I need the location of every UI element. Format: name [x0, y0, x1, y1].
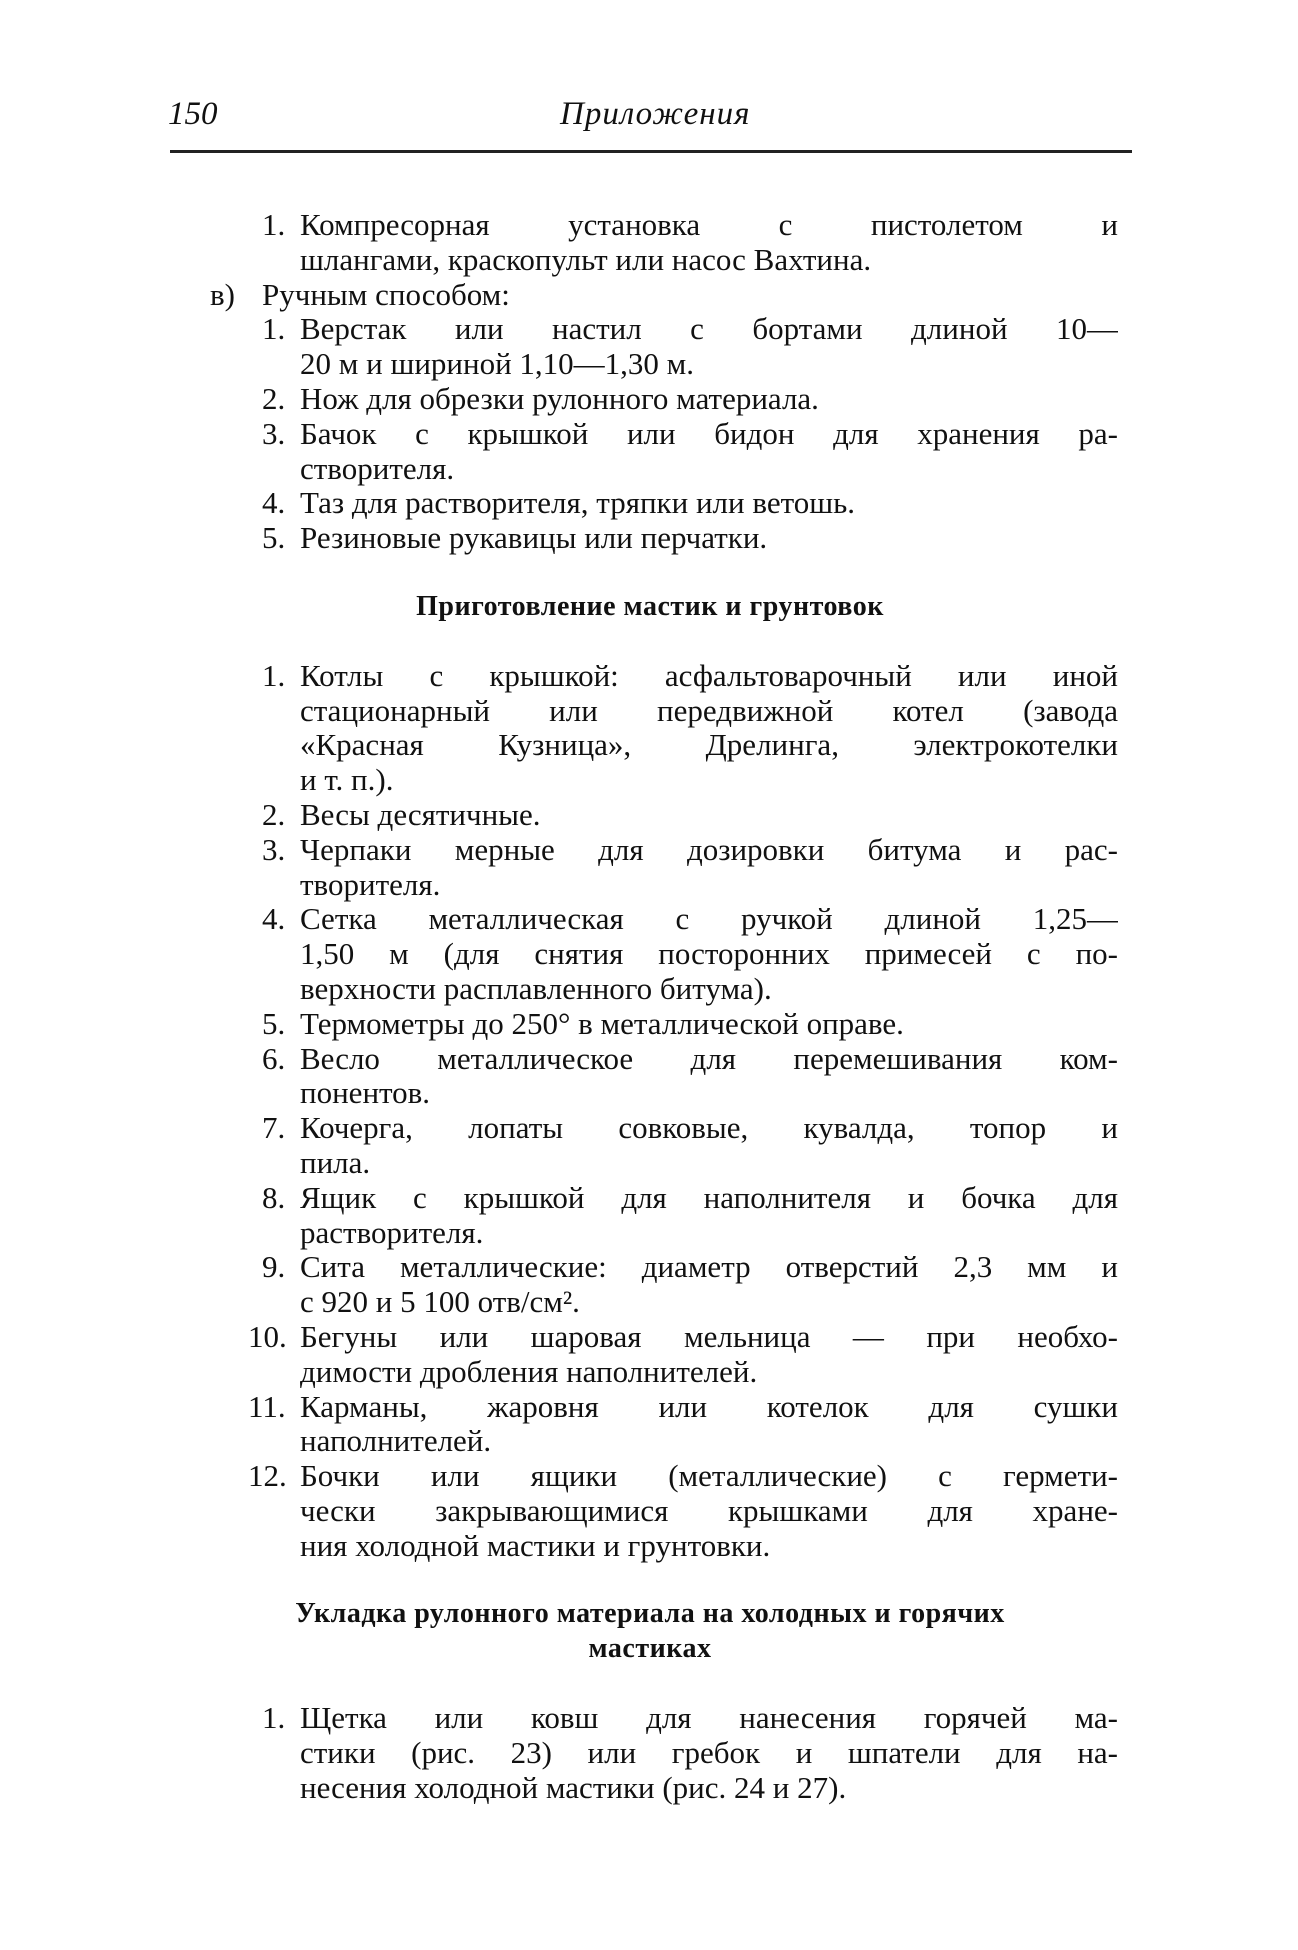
- running-title: Приложения: [560, 96, 751, 132]
- text-line: [0, 972, 1298, 1007]
- text-line: [0, 659, 1298, 694]
- text-line: [0, 452, 1298, 487]
- item-text: Щетка или ковш для нанесения горячей ма-: [300, 1701, 1118, 1736]
- text-line: [0, 1771, 1298, 1806]
- list-item: [0, 798, 1298, 833]
- item-text: несения холодной мастики (рис. 24 и 27).: [300, 1769, 847, 1805]
- item-text: с 920 и 5 100 отв/см².: [300, 1284, 580, 1320]
- section-heading: [0, 1632, 1298, 1667]
- item-number: 2.: [262, 380, 286, 416]
- list-item: [0, 1320, 1298, 1390]
- section-heading: [0, 590, 1298, 625]
- item-number: 10.: [248, 1318, 287, 1354]
- item-number: 3.: [262, 415, 286, 451]
- text-line: [0, 312, 1298, 347]
- item-text: творителя.: [300, 866, 441, 902]
- text-line: [0, 1320, 1298, 1355]
- item-text: шлангами, краскопульт или насос Вахтина.: [300, 241, 872, 277]
- list-item: [0, 208, 1298, 278]
- item-text: стационарный или передвижной котел (завода: [300, 693, 1118, 728]
- list-item: [0, 521, 1298, 556]
- text-line: [0, 1355, 1298, 1390]
- item-text: створителя.: [300, 450, 455, 486]
- item-text: Ручным способом:: [262, 276, 510, 312]
- spacer: [0, 556, 1298, 590]
- section-heading: [0, 1597, 1298, 1632]
- spacer: [0, 1563, 1298, 1597]
- item-text: Весло металлическое для перемешивания ком-: [300, 1041, 1118, 1076]
- text-line: [0, 1529, 1298, 1564]
- text-line: [0, 1042, 1298, 1077]
- text-line: [0, 1701, 1298, 1736]
- item-number: 4.: [262, 485, 286, 521]
- list-item: [0, 1390, 1298, 1460]
- text-line: [0, 937, 1298, 972]
- item-text: и т. п.).: [300, 762, 394, 798]
- list-item: [0, 1701, 1298, 1805]
- item-text: Карманы, жаровня или котелок для сушки: [300, 1389, 1118, 1424]
- text-line: [0, 833, 1298, 868]
- section-heading-text: Укладка рулонного материала на холодных и горячих: [295, 1598, 1005, 1630]
- text-line: [0, 1216, 1298, 1251]
- text-line: [0, 417, 1298, 452]
- text-line: [0, 1250, 1298, 1285]
- section-heading-text: мастиках: [588, 1633, 712, 1665]
- item-text: Котлы с крышкой: асфальтоварочный или иной: [300, 658, 1118, 693]
- item-number: 1.: [262, 657, 286, 693]
- item-text: димости дробления наполнителей.: [300, 1353, 758, 1389]
- text-line: [0, 521, 1298, 556]
- list-item: [0, 659, 1298, 798]
- text-line: [0, 1076, 1298, 1111]
- item-text: Кочерга, лопаты совковые, кувалда, топор и: [300, 1111, 1118, 1146]
- item-text: Бегуны или шаровая мельница — при необхо-: [300, 1319, 1118, 1354]
- item-text: Верстак или настил с бортами длиной 10—: [300, 312, 1118, 347]
- item-text: ния холодной мастики и грунтовки.: [300, 1527, 771, 1563]
- spacer: [0, 625, 1298, 659]
- item-number: 5.: [262, 1005, 286, 1041]
- text-line: [0, 1111, 1298, 1146]
- item-text: Сита металлические: диаметр отверстий 2,3 мм и: [300, 1250, 1118, 1285]
- item-text: Бочки или ящики (металлические) с гермети-: [300, 1459, 1118, 1494]
- item-text: понентов.: [300, 1075, 431, 1111]
- item-number: 6.: [262, 1040, 286, 1076]
- page-number: 150: [168, 96, 218, 132]
- item-text: Ящик с крышкой для наполнителя и бочка для: [300, 1180, 1118, 1215]
- text-line: [0, 798, 1298, 833]
- text-line: [0, 1736, 1298, 1771]
- text-line: [0, 1494, 1298, 1529]
- list-item: [0, 1459, 1298, 1563]
- text-line: [0, 1181, 1298, 1216]
- text-line: [0, 243, 1298, 278]
- list-item: [0, 417, 1298, 487]
- list-item: [0, 486, 1298, 521]
- list-item: [0, 312, 1298, 382]
- text-line: [0, 728, 1298, 763]
- text-line: [0, 1007, 1298, 1042]
- list-item: [0, 1250, 1298, 1320]
- text-line: [0, 694, 1298, 729]
- item-number: 2.: [262, 796, 286, 832]
- item-number: 5.: [262, 520, 286, 556]
- item-number: 7.: [262, 1110, 286, 1146]
- item-text: 20 м и шириной 1,10—1,30 м.: [300, 346, 695, 382]
- item-text: стики (рис. 23) или гребок и шпатели для на-: [300, 1735, 1118, 1770]
- item-number: 3.: [262, 831, 286, 867]
- list-item: [0, 902, 1298, 1006]
- text-line: [0, 1390, 1298, 1425]
- item-text: «Красная Кузница», Дрелинга, электрокотелки: [300, 728, 1118, 763]
- list-item: [0, 1007, 1298, 1042]
- sublist-label: [0, 278, 1298, 313]
- item-number: 1.: [262, 207, 286, 242]
- item-text: Бачок с крышкой или бидон для хранения ра-: [300, 416, 1118, 451]
- list-item: [0, 1111, 1298, 1181]
- text-line: [0, 902, 1298, 937]
- list-item: [0, 382, 1298, 417]
- item-number: 1.: [262, 311, 286, 347]
- text-line: [0, 208, 1298, 243]
- text-line: [0, 347, 1298, 382]
- header-rule: [170, 150, 1132, 153]
- text-line: [0, 868, 1298, 903]
- item-number: в): [210, 276, 235, 312]
- item-text: верхности расплавленного битума).: [300, 970, 772, 1006]
- text-line: [0, 1459, 1298, 1494]
- page-body: [0, 208, 1298, 1805]
- item-text: пила.: [300, 1144, 371, 1180]
- text-line: [0, 1424, 1298, 1459]
- item-number: 11.: [248, 1388, 286, 1424]
- spacer: [0, 1667, 1298, 1701]
- item-text: наполнителей.: [300, 1423, 492, 1459]
- item-text: Черпаки мерные для дозировки битума и рас-: [300, 832, 1118, 867]
- text-line: [0, 382, 1298, 417]
- list-item: [0, 1181, 1298, 1251]
- list-item: [0, 833, 1298, 903]
- item-number: 4.: [262, 901, 286, 937]
- item-text: Компресорная установка с пистолетом и: [300, 208, 1118, 242]
- section-heading-text: Приготовление мастик и грунтовок: [416, 590, 884, 622]
- item-number: 1.: [262, 1700, 286, 1736]
- item-number: 8.: [262, 1179, 286, 1215]
- item-text: 1,50 м (для снятия посторонних примесей с по-: [300, 937, 1118, 972]
- item-text: Резиновые рукавицы или перчатки.: [300, 520, 768, 556]
- text-line: [0, 486, 1298, 521]
- item-text: Нож для обрезки рулонного материала.: [300, 380, 819, 416]
- item-text: чески закрывающимися крышками для хране-: [300, 1493, 1118, 1528]
- item-text: Термометры до 250° в металлической оправе.: [300, 1005, 904, 1041]
- text-line: [0, 1285, 1298, 1320]
- item-number: 12.: [248, 1458, 287, 1494]
- item-text: Весы десятичные.: [300, 796, 541, 832]
- text-line: [0, 278, 1298, 313]
- item-text: растворителя.: [300, 1214, 484, 1250]
- list-item: [0, 1042, 1298, 1112]
- text-line: [0, 1146, 1298, 1181]
- item-text: Сетка металлическая с ручкой длиной 1,25—: [300, 902, 1118, 937]
- item-text: Таз для растворителя, тряпки или ветошь.: [300, 485, 855, 521]
- text-line: [0, 763, 1298, 798]
- item-number: 9.: [262, 1249, 286, 1285]
